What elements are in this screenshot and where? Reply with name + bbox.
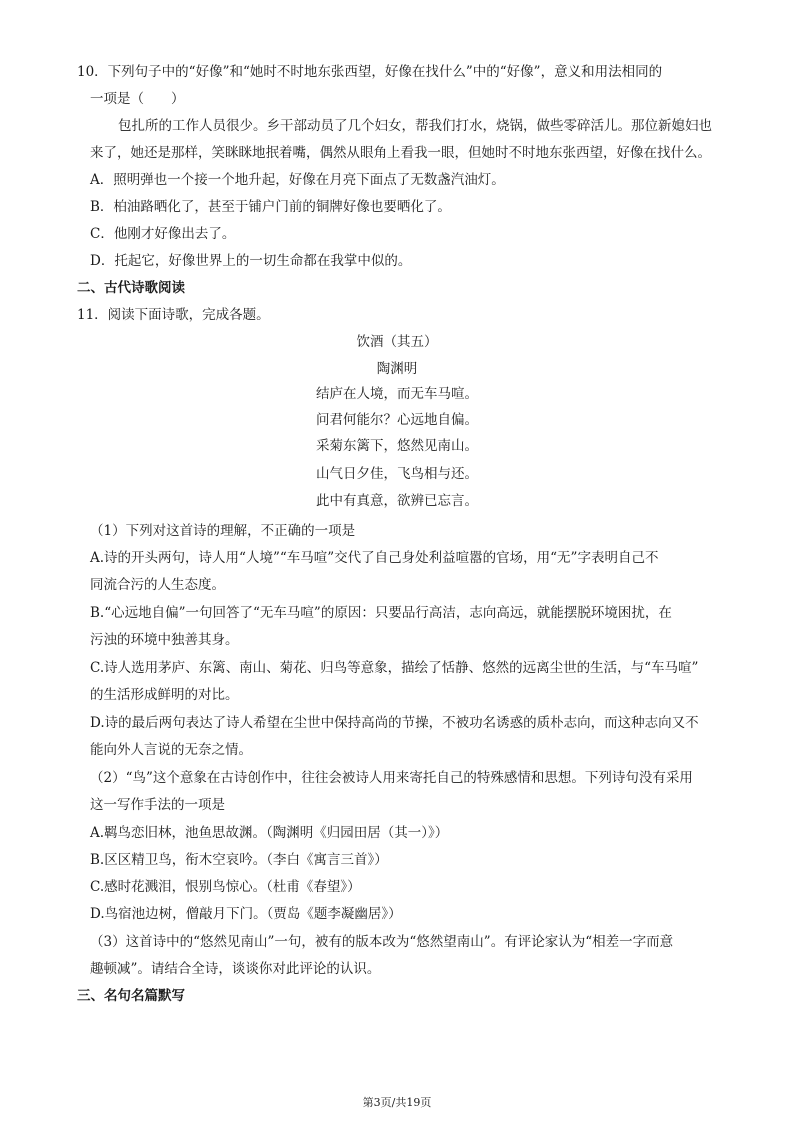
poem-line-1: 结庐在人境，而无车马喧。 — [316, 386, 478, 402]
section-heading-recitation: 三、名句名篇默写 — [77, 988, 185, 1004]
page-number: 第3页/共19页 — [362, 1096, 432, 1109]
poem-line-3: 采菊东篱下，悠然见南山。 — [316, 438, 478, 454]
q11-sub1-option-a-line1: A.诗的开头两句，诗人用“人境”“车马喧”交代了自己身处利益喧嚣的官场，用“无”字表明自己不 — [90, 550, 659, 566]
q10-option-a: A．照明弹也一个接一个地升起，好像在月亮下面点了无数盏汽油灯。 — [90, 172, 505, 188]
q11-sub1-stem: （1）下列对这首诗的理解，不正确的一项是 — [90, 523, 356, 539]
q11-sub1-option-b-line2: 污浊的环境中独善其身。 — [90, 632, 239, 648]
poem-line-5: 此中有真意，欲辨已忘言。 — [316, 493, 478, 509]
q11-sub3-line2: 趣顿减”。请结合全诗，谈谈你对此评论的认识。 — [90, 961, 381, 977]
q11-stem: 11．阅读下面诗歌，完成各题。 — [77, 307, 270, 323]
poem-author: 陶渊明 — [376, 361, 418, 377]
q11-sub1-option-c-line2: 的生活形成鲜明的对比。 — [90, 687, 239, 703]
q10-stem-line2: 一项是（ ） — [90, 91, 185, 107]
q10-option-b: B．柏油路晒化了，甚至于铺户门前的铜牌好像也要晒化了。 — [90, 199, 451, 215]
poem-title: 饮酒（其五） — [356, 334, 438, 350]
q11-sub3-line1: （3）这首诗中的“悠然见南山”一句，被有的版本改为“悠然望南山”。有评论家认为“相差一字而意 — [90, 934, 674, 950]
q10-option-d: D．托起它，好像世界上的一切生命都在我掌中似的。 — [90, 253, 412, 269]
q11-sub2-option-c: C.感时花溅泪，恨别鸟惊心。（杜甫《春望》） — [90, 879, 361, 895]
q11-sub1-option-d-line1: D.诗的最后两句表达了诗人希望在尘世中保持高尚的节操，不被功名诱惑的质朴志向，而这种志向又不 — [90, 715, 699, 731]
q11-sub1-option-a-line2: 同流合污的人生态度。 — [90, 577, 225, 593]
q11-sub2-option-b: B.区区精卫鸟，衔木空哀吟。（李白《寓言三首》） — [90, 852, 388, 868]
q11-sub1-option-c-line1: C.诗人选用茅庐、东篱、南山、菊花、归鸟等意象，描绘了恬静、悠然的远离尘世的生活，与“车马喧” — [90, 660, 699, 676]
q10-option-c: C．他刚才好像出去了。 — [90, 226, 236, 242]
q10-passage-line1: 包扎所的工作人员很少。乡干部动员了几个妇女，帮我们打水，烧锅，做些零碎活儿。那位新媳妇也 — [118, 118, 712, 134]
poem-line-2: 问君何能尔？心远地自偏。 — [316, 412, 478, 428]
q11-sub2-stem-line2: 这一写作手法的一项是 — [90, 797, 225, 813]
q11-sub1-option-d-line2: 能向外人言说的无奈之情。 — [90, 742, 252, 758]
q11-sub2-stem-line1: （2）“鸟”这个意象在古诗创作中，往往会被诗人用来寄托自己的特殊感情和思想。下列诗句没有采用 — [90, 770, 693, 786]
q11-sub2-option-d: D.鸟宿池边树，僧敲月下门。（贾岛《题李凝幽居》） — [90, 906, 402, 922]
q10-stem-line1: 10．下列句子中的“好像”和“她时不时地东张西望，好像在找什么”中的“好像”，意义和用法相同的 — [77, 64, 663, 80]
section-heading-poetry: 二、古代诗歌阅读 — [77, 280, 185, 296]
q10-passage-line2: 来了，她还是那样，笑眯眯地抿着嘴，偶然从眼角上看我一眼，但她时不时地东张西望，好像在找什么。 — [90, 145, 711, 161]
poem-line-4: 山气日夕佳，飞鸟相与还。 — [316, 466, 478, 482]
q11-sub2-option-a: A.羁鸟恋旧林，池鱼思故渊。（陶渊明《归园田居（其一）》） — [90, 825, 449, 841]
q11-sub1-option-b-line1: B.“心远地自偏”一句回答了“无车马喧”的原因：只要品行高洁，志向高远，就能摆脱环境困扰，在 — [90, 605, 672, 621]
